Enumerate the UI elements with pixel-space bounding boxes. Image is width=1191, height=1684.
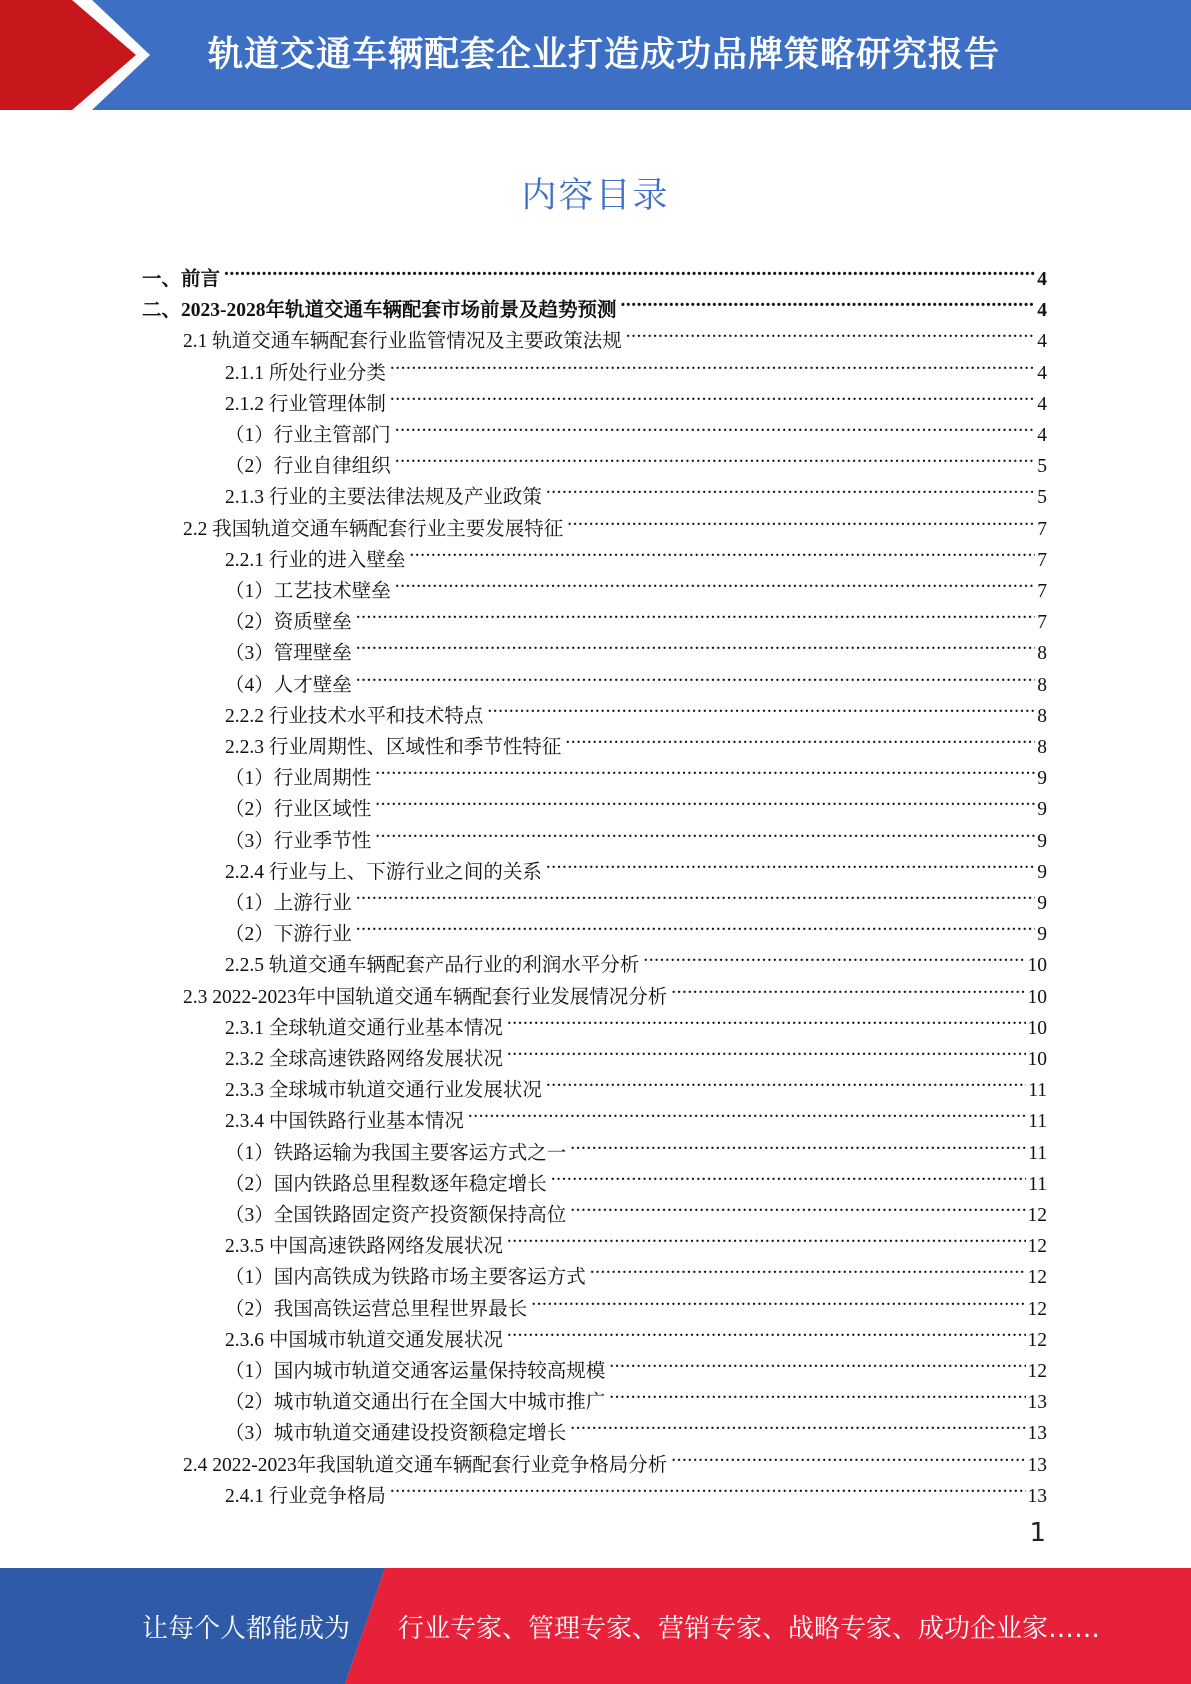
toc-entry[interactable] xyxy=(183,504,1047,540)
toc-entry-title: 2.2.4 行业与上、下游行业之间的关系 xyxy=(225,861,542,883)
toc-entry-page: 9 xyxy=(1037,893,1047,914)
toc-dot-leader xyxy=(551,1159,1026,1190)
toc-entry-page: 4 xyxy=(1037,269,1047,290)
toc-entry-page: 9 xyxy=(1037,799,1047,821)
toc-entry[interactable] xyxy=(225,348,1047,384)
page-number: 1 xyxy=(1029,1518,1046,1548)
toc-dot-leader xyxy=(609,1346,1025,1377)
toc-entry-title: （1）国内城市轨道交通客运量保持较高规模 xyxy=(225,1361,606,1382)
toc-dot-leader xyxy=(621,285,1036,316)
toc-entry[interactable] xyxy=(225,628,1047,665)
toc-entry-title: （3）行业季节性 xyxy=(225,830,372,852)
toc-dot-leader xyxy=(671,972,1025,1003)
toc-entry[interactable] xyxy=(225,847,1047,883)
toc-entry-title: 2.2.1 行业的进入壁垒 xyxy=(225,549,406,571)
toc-entry[interactable] xyxy=(142,254,1047,290)
toc-entry[interactable] xyxy=(225,753,1047,790)
toc-entry[interactable] xyxy=(225,1128,1047,1164)
toc-entry[interactable] xyxy=(225,1377,1047,1414)
toc-entry-title: 2.2.5 轨道交通车辆配套产品行业的利润水平分析 xyxy=(225,955,640,977)
toc-entry[interactable] xyxy=(225,1346,1047,1382)
toc-entry-title: 2.1 轨道交通车辆配套行业监管情况及主要政策法规 xyxy=(183,331,622,353)
toc-entry-title: 2.3.6 中国城市轨道交通发展状况 xyxy=(225,1329,503,1351)
toc-entry-page: 11 xyxy=(1028,1111,1047,1133)
toc-entry-page: 11 xyxy=(1028,1080,1047,1102)
toc-entry-title: 2.3 2022-2023年中国轨道交通车辆配套行业发展情况分析 xyxy=(183,986,668,1008)
toc-entry-page: 7 xyxy=(1037,549,1047,571)
toc-entry-title: 2.1.3 行业的主要法律法规及产业政策 xyxy=(225,487,542,509)
toc-entry[interactable] xyxy=(225,816,1047,852)
toc-entry[interactable] xyxy=(225,410,1047,446)
toc-entry-page: 4 xyxy=(1037,425,1047,446)
toc-entry-page: 9 xyxy=(1037,861,1047,883)
toc-entry-page: 8 xyxy=(1037,705,1047,727)
toc-entry[interactable] xyxy=(225,909,1047,946)
toc-entry-title: （3）城市轨道交通建设投资额稳定增长 xyxy=(225,1423,567,1445)
toc-entry[interactable] xyxy=(225,597,1047,634)
toc-dot-leader xyxy=(590,1252,1026,1283)
toc-dot-leader xyxy=(356,909,1035,940)
toc-entry-title: 2.2.2 行业技术水平和技术特点 xyxy=(225,705,484,727)
toc-dot-leader xyxy=(507,1315,1026,1346)
toc-entry[interactable] xyxy=(225,472,1047,509)
toc-dot-leader xyxy=(570,1408,1025,1439)
toc-entry[interactable] xyxy=(225,940,1047,977)
toc-entry-title: 2.1.1 所处行业分类 xyxy=(225,362,386,384)
toc-entry[interactable] xyxy=(225,1003,1047,1039)
toc-entry-title: 2.4 2022-2023年我国轨道交通车辆配套行业竞争格局分析 xyxy=(183,1454,668,1476)
toc-dot-leader xyxy=(468,1096,1026,1127)
toc-entry[interactable] xyxy=(225,1252,1047,1289)
toc-dot-leader xyxy=(643,940,1025,971)
toc-dot-leader xyxy=(507,1221,1026,1252)
toc-entry-title: 2.3.1 全球轨道交通行业基本情况 xyxy=(225,1017,503,1039)
toc-dot-leader xyxy=(375,753,1035,784)
toc-entry[interactable] xyxy=(225,1190,1047,1226)
toc-entry-title: （1）国内高铁成为铁路市场主要客运方式 xyxy=(225,1267,586,1289)
toc-dot-leader xyxy=(609,1377,1025,1408)
toc-dot-leader xyxy=(626,316,1035,347)
toc-entry-title: （2）国内铁路总里程数逐年稳定增长 xyxy=(225,1173,547,1195)
toc-entry-title: 2.3.4 中国铁路行业基本情况 xyxy=(225,1111,464,1133)
toc-entry[interactable] xyxy=(183,316,1047,353)
toc-dot-leader xyxy=(671,1440,1025,1471)
toc-entry-title: 一、前言 xyxy=(142,269,221,290)
toc-dot-leader xyxy=(567,504,1035,535)
toc-entry-page: 8 xyxy=(1037,737,1047,758)
toc-entry-title: （1）上游行业 xyxy=(225,893,352,914)
toc-entry-title: 2.3.3 全球城市轨道交通行业发展状况 xyxy=(225,1080,542,1102)
toc-entry[interactable] xyxy=(225,784,1047,821)
toc-entry-page: 9 xyxy=(1037,768,1047,790)
toc-entry[interactable] xyxy=(183,1440,1047,1476)
toc-entry-title: 2.4.1 行业竞争格局 xyxy=(225,1485,386,1507)
toc-entry[interactable] xyxy=(225,535,1047,571)
toc-entry-title: （4）人才壁垒 xyxy=(225,674,352,696)
toc-entry[interactable] xyxy=(225,1065,1047,1102)
toc-entry-page: 12 xyxy=(1027,1329,1047,1351)
toc-entry-page: 13 xyxy=(1027,1454,1047,1476)
toc-dot-leader xyxy=(507,1003,1026,1034)
toc-entry-page: 10 xyxy=(1027,1049,1047,1070)
footer-slogan-left: 让每个人都能成为 xyxy=(142,1614,351,1644)
toc-entry-page: 12 xyxy=(1027,1205,1047,1226)
toc-dot-leader xyxy=(390,379,1035,410)
toc-entry-page: 13 xyxy=(1027,1485,1047,1507)
toc-dot-leader xyxy=(356,878,1035,909)
toc-entry-page: 10 xyxy=(1027,955,1047,977)
toc-entry-title: （2）城市轨道交通出行在全国大中城市推广 xyxy=(225,1392,606,1414)
toc-dot-leader xyxy=(390,348,1035,379)
toc-entry-title: （1）工艺技术壁垒 xyxy=(225,581,391,602)
toc-entry[interactable] xyxy=(225,691,1047,727)
toc-entry-title: 2.1.2 行业管理体制 xyxy=(225,393,386,415)
toc-entry[interactable] xyxy=(225,441,1047,478)
toc-entry-page: 12 xyxy=(1027,1298,1047,1320)
toc-entry[interactable] xyxy=(225,1284,1047,1320)
toc-entry[interactable] xyxy=(225,566,1047,602)
toc-entry-page: 10 xyxy=(1027,986,1047,1008)
toc-entry-page: 8 xyxy=(1037,643,1047,665)
toc-entry[interactable] xyxy=(225,1471,1047,1507)
toc-dot-leader xyxy=(546,472,1035,503)
toc-entry-page: 5 xyxy=(1037,487,1047,509)
toc-entry-page: 12 xyxy=(1027,1361,1047,1382)
toc-dot-leader xyxy=(546,1065,1026,1096)
toc-dot-leader xyxy=(531,1284,1025,1315)
toc-entry-title: （1）铁路运输为我国主要客运方式之一 xyxy=(225,1142,567,1164)
toc-entry-title: （3）全国铁路固定资产投资额保持高位 xyxy=(225,1205,567,1226)
toc-entry-title: （1）行业周期性 xyxy=(225,768,372,790)
toc-entry-title: 2.2.3 行业周期性、区域性和季节性特征 xyxy=(225,737,562,758)
toc-entry-page: 4 xyxy=(1037,362,1047,384)
page-title: 内容目录 xyxy=(521,176,670,216)
toc-entry-title: （3）管理壁垒 xyxy=(225,643,352,665)
toc-entry-page: 4 xyxy=(1037,393,1047,415)
toc-entry-title: （1）行业主管部门 xyxy=(225,425,391,446)
toc-dot-leader xyxy=(395,410,1035,441)
header-red-arrow-decoration xyxy=(0,0,150,110)
toc-entry-page: 11 xyxy=(1028,1142,1047,1164)
toc-entry-page: 4 xyxy=(1037,300,1047,322)
toc-entry-title: 二、2023-2028年轨道交通车辆配套市场前景及趋势预测 xyxy=(142,300,617,322)
toc-entry-page: 10 xyxy=(1027,1017,1047,1039)
toc-dot-leader xyxy=(546,847,1035,878)
toc-entry-title: 2.3.5 中国高速铁路网络发展状况 xyxy=(225,1236,503,1258)
toc-entry-title: （2）资质壁垒 xyxy=(225,612,352,634)
toc-dot-leader xyxy=(375,816,1035,847)
toc-entry-page: 13 xyxy=(1027,1423,1047,1445)
header-banner xyxy=(0,0,1191,110)
toc-entry[interactable] xyxy=(225,1034,1047,1070)
toc-dot-leader xyxy=(409,535,1035,566)
toc-entry-title: 2.2 我国轨道交通车辆配套行业主要发展特征 xyxy=(183,518,564,540)
toc-dot-leader xyxy=(570,1190,1025,1221)
toc-entry[interactable] xyxy=(142,285,1047,322)
toc-dot-leader xyxy=(487,691,1035,722)
toc-entry-page: 5 xyxy=(1037,456,1047,478)
toc-entry-page: 11 xyxy=(1028,1173,1047,1195)
toc-dot-leader xyxy=(390,1471,1026,1502)
toc-entry-page: 9 xyxy=(1037,924,1047,946)
footer-slogan-right: 行业专家、管理专家、营销专家、战略专家、成功企业家…… xyxy=(398,1614,1101,1644)
toc-entry-title: （2）下游行业 xyxy=(225,924,352,946)
toc-dot-leader xyxy=(375,784,1035,815)
toc-entry-page: 7 xyxy=(1037,612,1047,634)
toc-entry[interactable] xyxy=(225,1221,1047,1258)
toc-entry[interactable] xyxy=(225,660,1047,696)
toc-entry-title: （2）行业区域性 xyxy=(225,799,372,821)
toc-entry-title: （2）我国高铁运营总里程世界最长 xyxy=(225,1298,528,1320)
toc-entry[interactable] xyxy=(225,1159,1047,1195)
toc-dot-leader xyxy=(395,441,1035,472)
toc-entry[interactable] xyxy=(225,379,1047,415)
toc-entry-page: 7 xyxy=(1037,581,1047,602)
toc-entry[interactable] xyxy=(225,878,1047,914)
toc-entry-title: （2）行业自律组织 xyxy=(225,456,391,478)
toc-entry-page: 12 xyxy=(1027,1267,1047,1289)
toc-entry-page: 8 xyxy=(1037,674,1047,696)
toc-entry-page: 4 xyxy=(1037,331,1047,353)
toc-dot-leader xyxy=(570,1128,1026,1159)
toc-dot-leader xyxy=(507,1034,1026,1065)
toc-dot-leader xyxy=(356,628,1035,659)
report-title: 轨道交通车辆配套企业打造成功品牌策略研究报告 xyxy=(208,35,1001,75)
toc-entry-page: 7 xyxy=(1037,518,1047,540)
toc-entry[interactable] xyxy=(225,1096,1047,1133)
toc-dot-leader xyxy=(565,722,1035,753)
toc-entry[interactable] xyxy=(225,722,1047,758)
toc-entry-page: 13 xyxy=(1027,1392,1047,1414)
toc-entry-title: 2.3.2 全球高速铁路网络发展状况 xyxy=(225,1049,503,1070)
toc-dot-leader xyxy=(356,660,1035,691)
toc-entry[interactable] xyxy=(225,1408,1047,1445)
toc-dot-leader xyxy=(224,254,1035,285)
toc-entry-page: 12 xyxy=(1027,1236,1047,1258)
toc-dot-leader xyxy=(356,597,1035,628)
toc-entry[interactable] xyxy=(183,972,1047,1008)
toc-entry-page: 9 xyxy=(1037,830,1047,852)
footer-banner xyxy=(0,1568,1191,1684)
toc-dot-leader xyxy=(395,566,1035,597)
toc-entry[interactable] xyxy=(225,1315,1047,1351)
